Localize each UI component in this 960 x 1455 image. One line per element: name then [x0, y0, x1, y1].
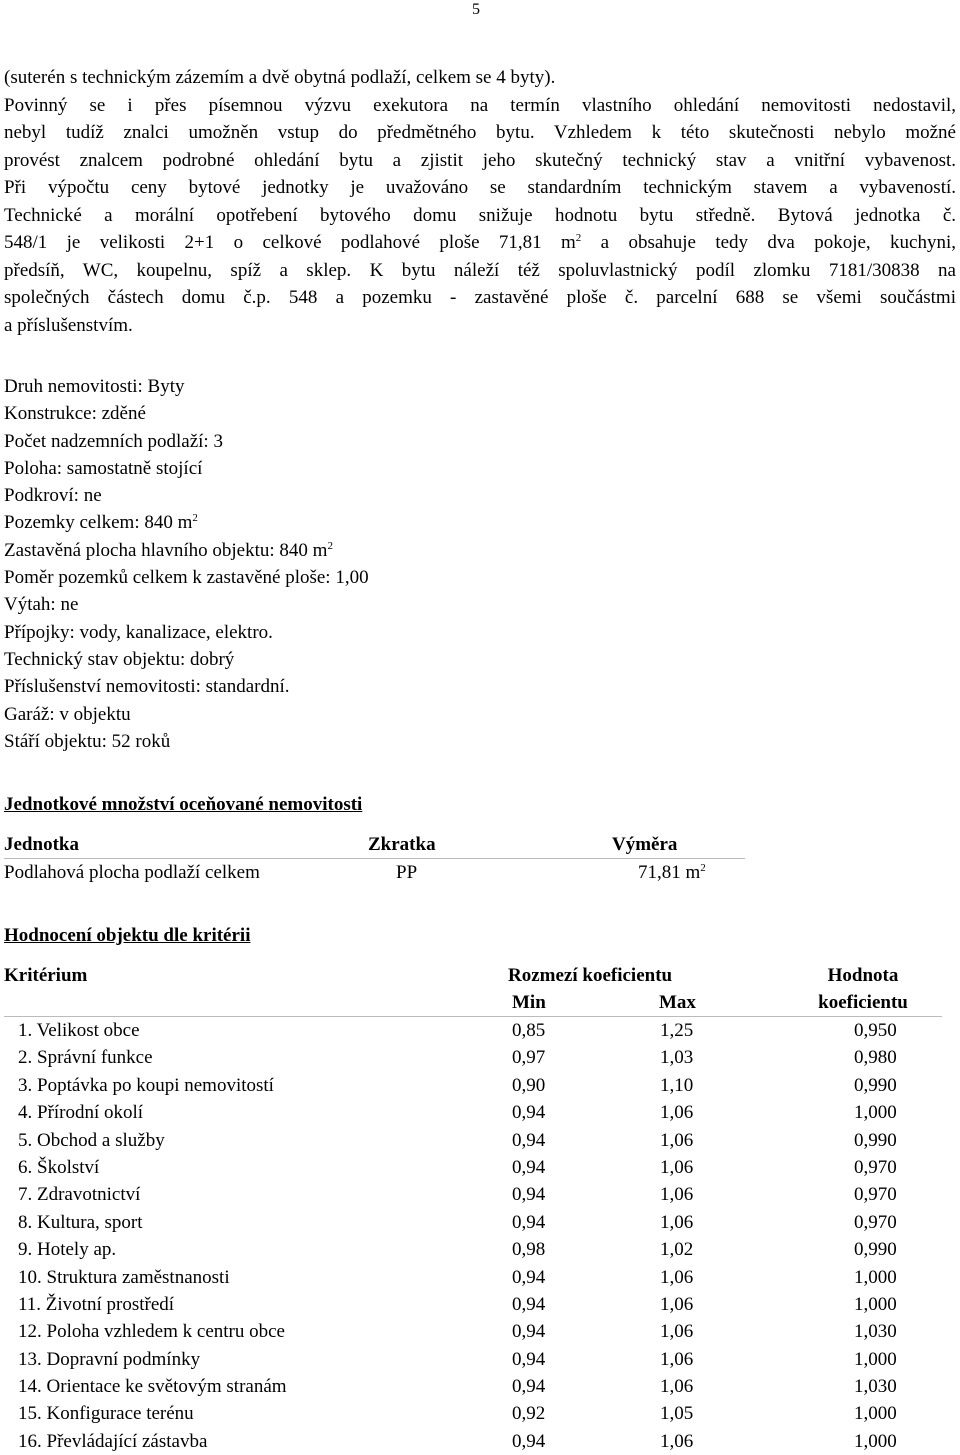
criterion-name: 6. Školství [18, 1156, 100, 1178]
criterion-value: 0,990 [854, 1074, 897, 1096]
criterion-value: 0,950 [854, 1020, 897, 1041]
paragraph-line: provést znalcem podrobné ohledání bytu a zjistit jeho skutečný technický stav a vnitřní vybavenost. [4, 149, 956, 171]
property-line: Zastavěná plocha hlavního objektu: 840 $m^2$ [4, 539, 333, 561]
table-row [4, 1181, 942, 1208]
criterion-name: 8. Kultura, sport [18, 1211, 143, 1233]
criterion-name: 5. Obchod a služby [18, 1129, 165, 1151]
criterion-name: 13. Dopravní podmínky [18, 1348, 201, 1370]
property-line: Poloha: samostatně stojící [4, 457, 203, 479]
units-table [4, 831, 745, 886]
criterion-name: 9. Hotely ap. [18, 1239, 117, 1261]
criterion-min: 0,94 [512, 1266, 546, 1288]
criterion-min: 0,94 [512, 1348, 546, 1370]
criterion-min: 0,94 [512, 1102, 546, 1124]
criterion-max: 1,06 [660, 1184, 694, 1206]
criterion-value: 1,000 [854, 1348, 897, 1370]
page-number: 5 [472, 1, 480, 18]
property-line: Pozemky celkem: 840 $m^2$ [4, 512, 198, 534]
paragraph-line: společných částech domu č.p. 548 a pozemku - zastavěné ploše č. parcelní 688 se všemi součástmi [4, 287, 956, 308]
header-unit: Jednotka [4, 834, 79, 855]
criteria-heading: Hodnocení objektu dle kritérii [4, 925, 251, 946]
header-criterion: Kritérium [4, 965, 88, 986]
header-min: Min [512, 992, 546, 1013]
criterion-min: 0,94 [512, 1129, 546, 1151]
criterion-value: 0,970 [854, 1156, 897, 1178]
criterion-name: 1. Velikost obce [18, 1020, 140, 1041]
criterion-min: 0,92 [512, 1403, 546, 1425]
header-range: Rozmezí koeficientu [508, 965, 673, 986]
property-line: Příslušenství nemovitosti: standardní. [4, 676, 290, 698]
table-row [4, 1346, 942, 1373]
table-row [4, 1264, 942, 1291]
table-row [4, 1072, 942, 1099]
paragraph-line: a příslušenstvím. [4, 314, 133, 336]
criterion-name: 16. Převládající zástavba [18, 1430, 208, 1452]
criterion-name: 10. Struktura zaměstnanosti [18, 1266, 230, 1288]
criterion-max: 1,06 [660, 1156, 694, 1178]
criterion-name: 15. Konfigurace terénu [18, 1403, 194, 1425]
property-line: Garáž: v objektu [4, 703, 131, 725]
cell-abbr: PP [396, 862, 418, 883]
criterion-name: 3. Poptávka po koupi nemovitostí [18, 1074, 274, 1096]
criterion-value: 0,990 [854, 1239, 897, 1261]
table-row [4, 1236, 942, 1263]
criterion-min: 0,97 [512, 1047, 546, 1069]
property-line: Podkroví: ne [4, 485, 102, 507]
criterion-min: 0,94 [512, 1376, 546, 1398]
criteria-table-header [4, 962, 942, 1017]
criterion-max: 1,02 [660, 1239, 694, 1261]
table-row [4, 859, 745, 886]
criteria-table [4, 962, 942, 1455]
criterion-value: 1,000 [854, 1102, 897, 1124]
criterion-value: 1,000 [854, 1266, 897, 1288]
table-row [4, 1318, 942, 1345]
criterion-max: 1,06 [660, 1348, 694, 1370]
property-line: Technický stav objektu: dobrý [4, 648, 235, 670]
table-row [4, 1400, 942, 1427]
paragraph-line: Při výpočtu ceny bytové jednotky je uvažováno se standardním technickým stavem a vybaveností. [4, 177, 956, 198]
criterion-max: 1,06 [660, 1321, 694, 1343]
criterion-value: 1,000 [854, 1403, 897, 1425]
criterion-min: 0,94 [512, 1293, 546, 1315]
property-line: Přípojky: vody, kanalizace, elektro. [4, 621, 273, 643]
criterion-min: 0,94 [512, 1156, 546, 1178]
criterion-value: 0,970 [854, 1211, 897, 1233]
header-value [804, 962, 922, 1016]
units-heading: Jednotkové množství oceňované nemovitosti [4, 794, 363, 815]
criterion-min: 0,94 [512, 1211, 546, 1233]
property-line: Stáří objektu: 52 roků [4, 730, 171, 752]
header-value-line1: Hodnota [827, 965, 899, 986]
criterion-name: 14. Orientace ke světovým stranám [18, 1376, 287, 1398]
criterion-max: 1,03 [660, 1047, 694, 1069]
property-attributes [4, 373, 369, 755]
cell-unit: Podlahová plocha podlaží celkem [4, 862, 260, 883]
header-max: Max [659, 992, 696, 1013]
paragraph-line: Technické a morální opotřebení bytového domu snižuje hodnotu bytu středně. Bytová jednotka č. [4, 204, 956, 226]
property-line: Výtah: ne [4, 594, 79, 616]
criterion-max: 1,06 [660, 1211, 694, 1233]
table-row [4, 1209, 942, 1236]
criterion-max: 1,06 [660, 1266, 694, 1288]
criterion-value: 0,970 [854, 1184, 897, 1206]
paragraph-line: 548/1 je velikosti 2+1 o celkové podlahové ploše 71,81 $m^2$ a obsahuje tedy dva pokoje, kuchyni, [4, 232, 956, 253]
criterion-max: 1,06 [660, 1129, 694, 1151]
criterion-max: 1,05 [660, 1403, 694, 1425]
criterion-name: 7. Zdravotnictví [18, 1184, 141, 1206]
description-paragraph [4, 64, 956, 339]
paragraph-line: nebyl tudíž znalci umožněn vstup do předmětného bytu. Vzhledem k této skutečnosti nebylo možné [4, 122, 956, 143]
paragraph-line: předsíň, WC, koupelnu, spíž a sklep. K bytu náleží též spoluvlastnický podíl zlomku 7181/30838 na [4, 259, 956, 281]
criterion-max: 1,06 [660, 1102, 694, 1124]
criterion-min: 0,85 [512, 1020, 546, 1041]
criterion-max: 1,25 [660, 1020, 694, 1041]
table-row [4, 1044, 942, 1071]
criterion-max: 1,06 [660, 1293, 694, 1315]
header-abbr: Zkratka [368, 834, 436, 855]
table-row [4, 1127, 942, 1154]
criterion-value: 1,000 [854, 1293, 897, 1315]
criterion-min: 0,90 [512, 1074, 546, 1096]
property-line: Konstrukce: zděné [4, 403, 146, 425]
table-row [4, 1291, 942, 1318]
table-row [4, 1099, 942, 1126]
criterion-name: 2. Správní funkce [18, 1047, 153, 1069]
table-row [4, 1373, 942, 1400]
criterion-min: 0,94 [512, 1184, 546, 1206]
property-line: Poměr pozemků celkem k zastavěné ploše: 1,00 [4, 567, 369, 589]
criterion-max: 1,06 [660, 1430, 694, 1452]
cell-area: 71,81 $m^2$ [638, 862, 706, 883]
criterion-min: 0,94 [512, 1321, 546, 1343]
property-line: Druh nemovitosti: Byty [4, 376, 185, 397]
criterion-min: 0,98 [512, 1239, 546, 1261]
criterion-name: 11. Životní prostředí [18, 1293, 175, 1315]
header-area: Výměra [612, 834, 678, 855]
table-row [4, 1017, 942, 1044]
table-row [4, 1154, 942, 1181]
criterion-min: 0,94 [512, 1430, 546, 1452]
criterion-value: 1,000 [854, 1430, 897, 1452]
criterion-value: 1,030 [854, 1321, 897, 1343]
criterion-value: 0,980 [854, 1047, 897, 1069]
criterion-name: 12. Poloha vzhledem k centru obce [18, 1321, 285, 1343]
header-value-line2: koeficientu [818, 992, 908, 1013]
criterion-value: 0,990 [854, 1129, 897, 1151]
paragraph-line: (suterén s technickým zázemím a dvě obytná podlaží, celkem se 4 byty). [4, 67, 556, 88]
criteria-rows [4, 1017, 942, 1455]
units-table-header [4, 831, 745, 859]
property-line: Počet nadzemních podlaží: 3 [4, 430, 223, 452]
paragraph-line: Povinný se i přes písemnou výzvu exekutora na termín vlastního ohledání nemovitosti nedostavil, [4, 94, 956, 116]
table-row [4, 1428, 942, 1455]
criterion-name: 4. Přírodní okolí [18, 1102, 144, 1124]
criterion-value: 1,030 [854, 1376, 897, 1398]
criterion-max: 1,06 [660, 1376, 694, 1398]
criterion-max: 1,10 [660, 1074, 694, 1096]
